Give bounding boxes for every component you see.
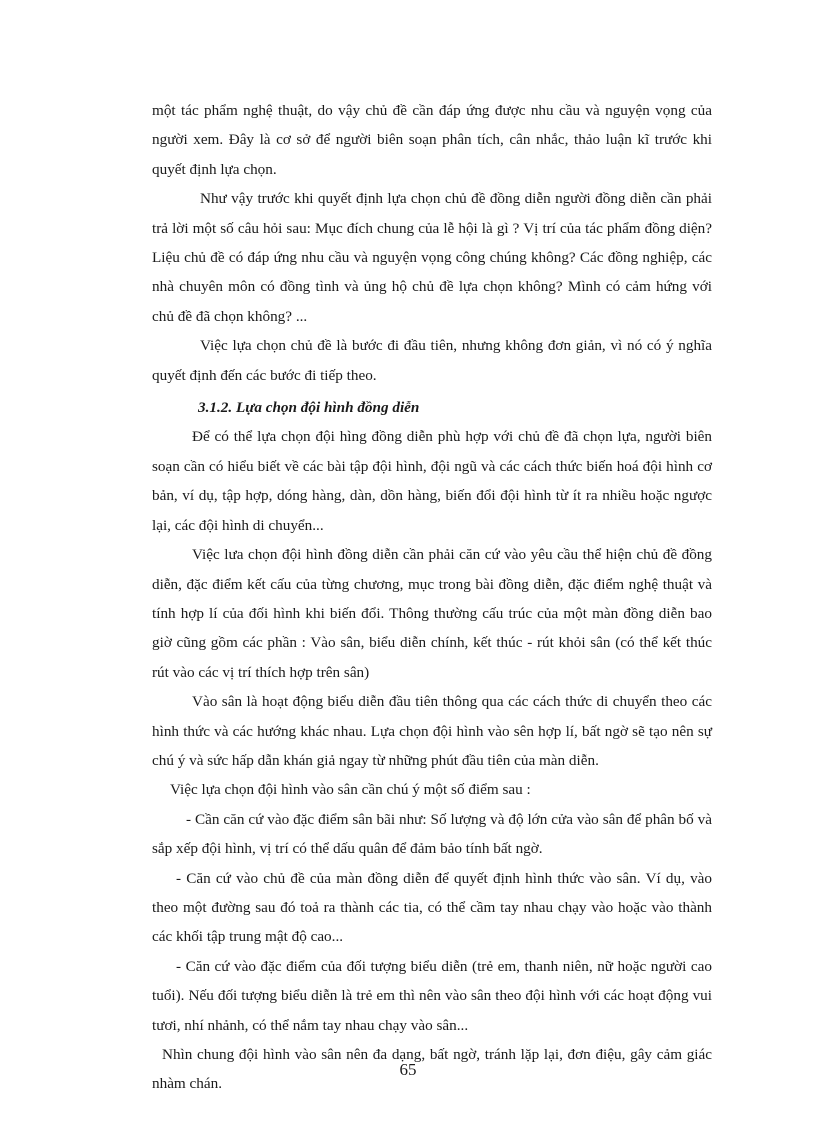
page-number: 65 [399, 1060, 417, 1079]
paragraph: Việc lưa chọn đội hình đồng diễn cần phải căn cứ vào yêu cầu thể hiện chủ đề đồng diễn, đặc điểm kết cấu của từng chương, mục trong bài đồng diễn, đặc điểm nghệ thuật và tính hợp lí của đối hình khi biến đổi. Thông thường cấu trúc của một màn đồng diễn bao giờ cũng gồm các phần : Vào sân, biểu diễn chính, kết thúc - rút khỏi sân (có thể kết thúc rút vào các vị trí thích hợp trên sân) [152, 546, 712, 681]
paragraph: Để có thể lựa chọn đội hìng đồng diễn phù hợp với chủ đề đã chọn lựa, người biên soạn cần có hiểu biết về các bài tập đội hình, đội ngũ và các cách thức biến hoá đội hình cơ bản, ví dụ, tập hợp, dóng hàng, dàn, dồn hàng, biến đổi đội hình từ ít ra nhiều hoặc ngược lại, các đội hình di chuyển... [152, 428, 712, 534]
bullet-paragraph: - Căn cứ vào chủ đề của màn đồng diễn để quyết định hình thức vào sân. Ví dụ, vào theo một đường sau đó toả ra thành các tia, có thể cầm tay nhau chạy vào hoặc vào thành các khối tập trung mật độ cao... [152, 869, 712, 946]
body-text [152, 96, 712, 1099]
paragraph: Vào sân là hoạt động biểu diễn đầu tiên thông qua các cách thức di chuyển theo các hình thức và các hướng khác nhau. Lựa chọn đội hình vào sên hợp lí, bất ngờ sẽ tạo nên sự chú ý và sức hấp dẫn khán giả ngay từ những phút đầu tiên của màn diễn. [152, 693, 712, 769]
paragraph: một tác phẩm nghệ thuật, do vậy chủ đề cần đáp ứng được nhu cầu và nguyện vọng của người xem. Đây là cơ sở để người biên soạn phân tích, cân nhắc, thảo luận kĩ trước khi quyết định lựa chọn. [152, 102, 712, 178]
paragraph: Nhìn chung đội hình vào sân nên đa dạng, bất ngờ, tránh lặp lại, đơn điệu, gây cảm giác nhàm chán. [152, 1046, 712, 1093]
paragraph: Việc lựa chọn đội hình vào sân cần chú ý một số điểm sau : [170, 781, 531, 799]
bullet-paragraph: - Căn cứ vào đặc điểm của đối tượng biểu diễn (trẻ em, thanh niên, nữ hoặc người cao tuổi). Nếu đối tượng biểu diễn là trẻ em thì nên vào sân theo đội hình với các hoạt động vui tươi, nhí nhảnh, có thể nắm tay nhau chạy vào sân... [152, 957, 712, 1034]
paragraph: Việc lựa chọn chủ đề là bước đi đầu tiên, nhưng không đơn giản, vì nó có ý nghĩa quyết định đến các bước đi tiếp theo. [152, 337, 712, 384]
paragraph: Như vậy trước khi quyết định lựa chọn chủ đề đồng diễn người đồng diễn cần phải trả lời một số câu hỏi sau: Mục đích chung của lễ hội là gì ? Vị trí của tác phẩm đồng diện? Liệu chủ đề có đáp ứng nhu cầu và nguyện vọng công chúng không? Các đồng nghiệp, các nhà chuyên môn có đồng tình và ủng hộ chủ đề lựa chọn không? Mình có cảm hứng với chủ đề đã chọn không? ... [152, 190, 712, 325]
section-heading: 3.1.2. Lựa chọn đội hình đồng diễn [198, 399, 420, 417]
bullet-paragraph: - Cần căn cứ vào đặc điểm sân bãi như: Số lượng và độ lớn cửa vào sân để phân bố và sắp xếp đội hình, vị trí có thể dấu quân để đảm bảo tính bất ngờ. [152, 810, 712, 858]
